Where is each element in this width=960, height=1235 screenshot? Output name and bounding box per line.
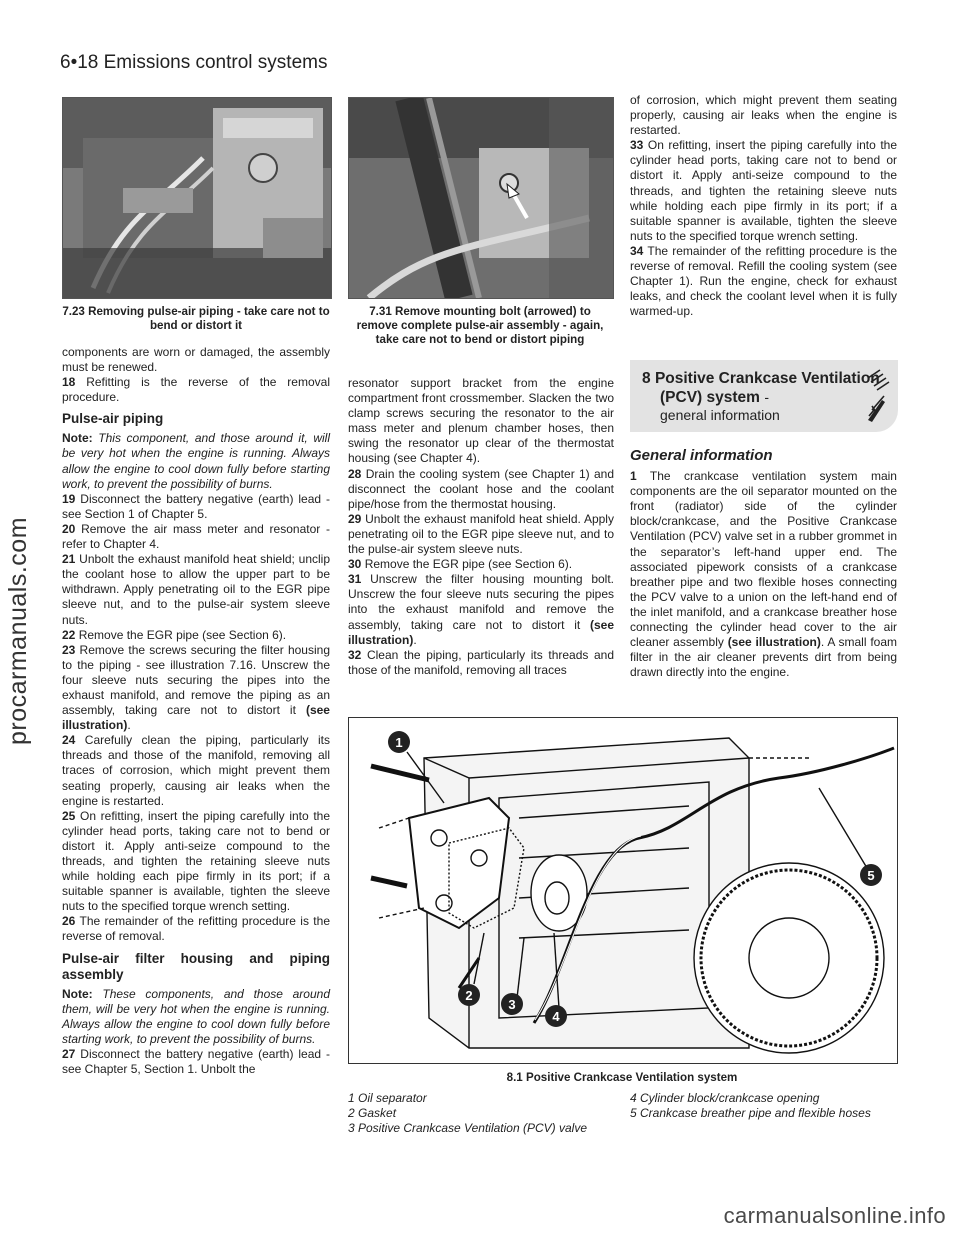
- paragraph-number: 1: [630, 469, 637, 484]
- illustration-reference: (see illustration): [348, 617, 614, 647]
- legend-item-5: 5 Crankcase breather pipe and flexible hoses: [630, 1106, 871, 1120]
- paragraph-text: The remainder of the refitting procedure is the reverse of removal. Refill the cooling system (see Chapter 1). Run the engine, check for exhaust leaks, and check the coolant level when it is fully warmed-up.: [630, 243, 897, 319]
- paragraph-text: Carefully clean the piping, particularly its threads and those of the manifold, removing all traces of corrosion, which might prevent them seating properly, causing air leaks when the engine is restarted.: [62, 733, 330, 808]
- paragraph-25: [62, 809, 330, 915]
- heading-pulse-air-filter: Pulse-air filter housing and piping assembly: [62, 950, 330, 982]
- section-number: 8: [642, 370, 651, 387]
- photo-7-31-caption: 7.31 Remove mounting bolt (arrowed) to remove complete pulse-air assembly - again, take care not to bend or distort piping: [356, 305, 604, 346]
- difficulty-spanner-icon: [862, 366, 892, 426]
- watermark-procarmanuals: procarmanuals.com: [4, 516, 32, 745]
- paragraph-19: [62, 492, 330, 522]
- paragraph-number: 27: [62, 1046, 76, 1061]
- paragraph-text: Remove the EGR pipe (see Section 6).: [364, 557, 573, 572]
- paragraph-number: 22: [62, 627, 76, 642]
- paragraph-26: [62, 914, 330, 944]
- paragraph-30: [348, 557, 614, 572]
- pcv-system-diagram: [348, 717, 898, 1064]
- legend-item-1: 1 Oil separator: [348, 1091, 427, 1105]
- illustration-reference: (see illustration): [727, 635, 821, 650]
- paragraph-29: [348, 512, 614, 557]
- pcv-exploded-illustration: [349, 718, 897, 1063]
- paragraph-32: [348, 648, 614, 678]
- note: [62, 431, 330, 491]
- paragraph-text: Unbolt the exhaust manifold heat shield; unclip the coolant hose to allow the upper part to be withdrawn. Apply penetrating oil to the EGR pipe sleeve nut, and to the pulse-air system sleeve nuts.: [62, 552, 331, 627]
- paragraph-18: [62, 375, 330, 405]
- paragraph-number: 28: [348, 466, 362, 481]
- paragraph-31: 31 Unscrew the filter housing mounting bolt. Unscrew the four sleeve nuts securing the pipes into the exhaust manifold and remove the assembly, taking care not to distort it (see illustration).: [348, 572, 615, 647]
- text-column-3-lower: [630, 442, 897, 680]
- paragraph-20: [62, 522, 330, 552]
- paragraph-number: 29: [348, 511, 362, 526]
- engine-photo-image: [63, 98, 331, 298]
- diagram-legend-right: [630, 1091, 896, 1121]
- paragraph-23: 23 Remove the screws securing the filter housing to the piping - see illustration 7.16. Unscrew the four sleeve nuts securing the pipes into the exhaust manifold, and remove the piping as an assembly, taking care not to distort it (see illustration).: [62, 642, 330, 733]
- paragraph-number: 34: [630, 243, 644, 258]
- section-title-line-1: [642, 370, 880, 388]
- callout-4: 4: [552, 1009, 560, 1024]
- paragraph-text: Disconnect the battery negative (earth) lead - see Chapter 5, Section 1. Unbolt the: [62, 1046, 330, 1077]
- paragraph-text: The remainder of the refitting procedure is the reverse of removal.: [62, 914, 330, 944]
- paragraph-text: On refitting, insert the piping carefully into the cylinder head ports, taking care not to bend or distort it. Apply anti-seize compound to the threads, and tighten the retaining sleeve nuts while holding each pipe firmly in its port; if a suitable spanner is available, tighten the sleeve nuts to the specified torque wrench setting.: [62, 808, 330, 914]
- legend-item-2: 2 Gasket: [348, 1106, 397, 1120]
- note-label: Note:: [62, 986, 93, 1001]
- paragraph-text-tail: . A small foam filter in the air cleaner prevents dirt from being drawn directly into the engine.: [630, 635, 898, 680]
- paragraph: components are worn or damaged, the assembly must be renewed.: [62, 345, 330, 375]
- diagram-legend-left: [348, 1091, 628, 1136]
- text-column-2: [348, 376, 614, 678]
- mounting-bolt-photo-image: [349, 98, 613, 298]
- watermark-carmanualsonline: carmanualsonline.info: [723, 1203, 946, 1228]
- paragraph-number: 20: [62, 521, 76, 536]
- photo-7-23: [62, 97, 332, 299]
- callout-2: 2: [465, 988, 473, 1003]
- paragraph-text: Unscrew the filter housing mounting bolt. Unscrew the four sleeve nuts securing the pipes into the exhaust manifold and remove the assembly, taking care not to distort it: [348, 572, 615, 632]
- paragraph-number: 25: [62, 808, 76, 823]
- section-dash: -: [764, 389, 770, 405]
- note-text: This component, and those around it, will be very hot when the engine is running. Always allow the engine to cool down fully before starting work, to prevent the possibility of burns.: [62, 431, 330, 491]
- section-8-title-box: [630, 360, 898, 432]
- paragraph-text: Disconnect the battery negative (earth) lead - see Section 1 of Chapter 5.: [62, 491, 330, 521]
- paragraph-1: [630, 469, 897, 680]
- note-label: Note:: [62, 431, 93, 446]
- note: [62, 987, 330, 1047]
- legend-item-3: 3 Positive Crankcase Ventilation (PCV) valve: [348, 1121, 587, 1135]
- section-title-line-2: [660, 388, 769, 407]
- paragraph-34: [630, 244, 897, 319]
- paragraph-text: On refitting, insert the piping carefully into the cylinder head ports, taking care not to bend or distort it. Apply anti-seize compound to the threads, and tighten the retaining sleeve nuts while holding each pipe firmly in its port; if a suitable spanner is available, tighten the sleeve nuts to the specified torque wrench setting.: [630, 138, 897, 243]
- photo-7-23-caption: 7.23 Removing pulse-air piping - take care not to bend or distort it: [62, 305, 330, 332]
- paragraph-text: Drain the cooling system (see Chapter 1) and disconnect the coolant hose and the coolant pipe/hose from the thermostat housing.: [348, 466, 615, 511]
- paragraph-text: Refitting is the reverse of the removal procedure.: [62, 375, 330, 405]
- paragraph-text: Clean the piping, particularly its threads and those of the manifold, removing all traces: [348, 647, 615, 677]
- section-title-b: (PCV) system: [660, 389, 760, 406]
- paragraph-number: 21: [62, 552, 76, 567]
- paragraph-text: Remove the air mass meter and resonator - refer to Chapter 4.: [62, 521, 330, 552]
- callout-5: 5: [867, 868, 875, 883]
- paragraph-number: 19: [62, 491, 76, 506]
- paragraph-text: Remove the screws securing the filter housing to the piping - see illustration 7.16. Unscrew the four sleeve nuts securing the pipes into the exhaust manifold, and remove the piping as an assembly, taking care not to distort it: [62, 642, 330, 718]
- paragraph-number: 24: [62, 733, 76, 748]
- paragraph-22: [62, 628, 330, 643]
- legend-item-4: 4 Cylinder block/crankcase opening: [630, 1091, 820, 1105]
- text-column-1: [62, 345, 330, 1077]
- paragraph-24: [62, 733, 330, 808]
- paragraph-text: Remove the EGR pipe (see Section 6).: [78, 627, 287, 642]
- heading-pulse-air-piping: Pulse-air piping: [62, 411, 164, 427]
- paragraph-number: 18: [62, 375, 76, 390]
- paragraph-number: 23: [62, 642, 76, 657]
- paragraph-number: 33: [630, 138, 644, 153]
- paragraph-27: [62, 1047, 330, 1077]
- section-subtitle: general information: [660, 407, 780, 423]
- page-header: 6•18 Emissions control systems: [60, 52, 328, 73]
- note-text: These components, and those around them, will be very hot when the engine is running. Always allow the engine to cool down fully before starting work, to prevent the possibility of burns.: [62, 986, 330, 1046]
- photo-7-31: [348, 97, 614, 299]
- paragraph-text: The crankcase ventilation system main components are the oil separator mounted on the front (radiator) side of the cylinder block/crankcase, and the Positive Crankcase Ventilation (PCV) valve set in a rubber grommet in the separator’s left-hand upper end. The associated pipework consists of a crankcase breather pipe and two flexible hoses connecting the PCV valve to a union on the left-hand end of the inlet manifold, and a crankcase breather hose connecting the cylinder head cover to the air cleaner assembly: [630, 469, 897, 650]
- callout-1: 1: [395, 735, 403, 750]
- section-title-a: Positive Crankcase Ventilation: [654, 370, 880, 387]
- paragraph-28: [348, 467, 614, 512]
- callout-3: 3: [508, 997, 516, 1012]
- paragraph-21: [62, 552, 330, 627]
- paragraph-number: 26: [62, 914, 76, 929]
- paragraph: of corrosion, which might prevent them seating properly, causing air leaks when the engine is restarted.: [630, 93, 897, 138]
- paragraph-33: [630, 138, 897, 244]
- diagram-caption: 8.1 Positive Crankcase Ventilation system: [506, 1071, 738, 1084]
- illustration-reference: (see illustration): [62, 703, 330, 733]
- paragraph-text: Unbolt the exhaust manifold heat shield. Apply penetrating oil to the EGR pipe sleeve nut, and to the pulse-air system sleeve nuts.: [348, 511, 614, 557]
- heading-general-information: General information: [630, 447, 773, 464]
- text-column-3: [630, 93, 897, 319]
- paragraph-number: 31: [348, 572, 362, 587]
- paragraph-number: 32: [348, 647, 362, 662]
- paragraph-number: 30: [348, 557, 362, 572]
- paragraph: resonator support bracket from the engine compartment front crossmember. Slacken the two clamp screws securing the resonator to the air mass meter and plenum chamber hoses, then swing the resonator up clear of the thermostat housing (see Chapter 4).: [348, 376, 614, 466]
